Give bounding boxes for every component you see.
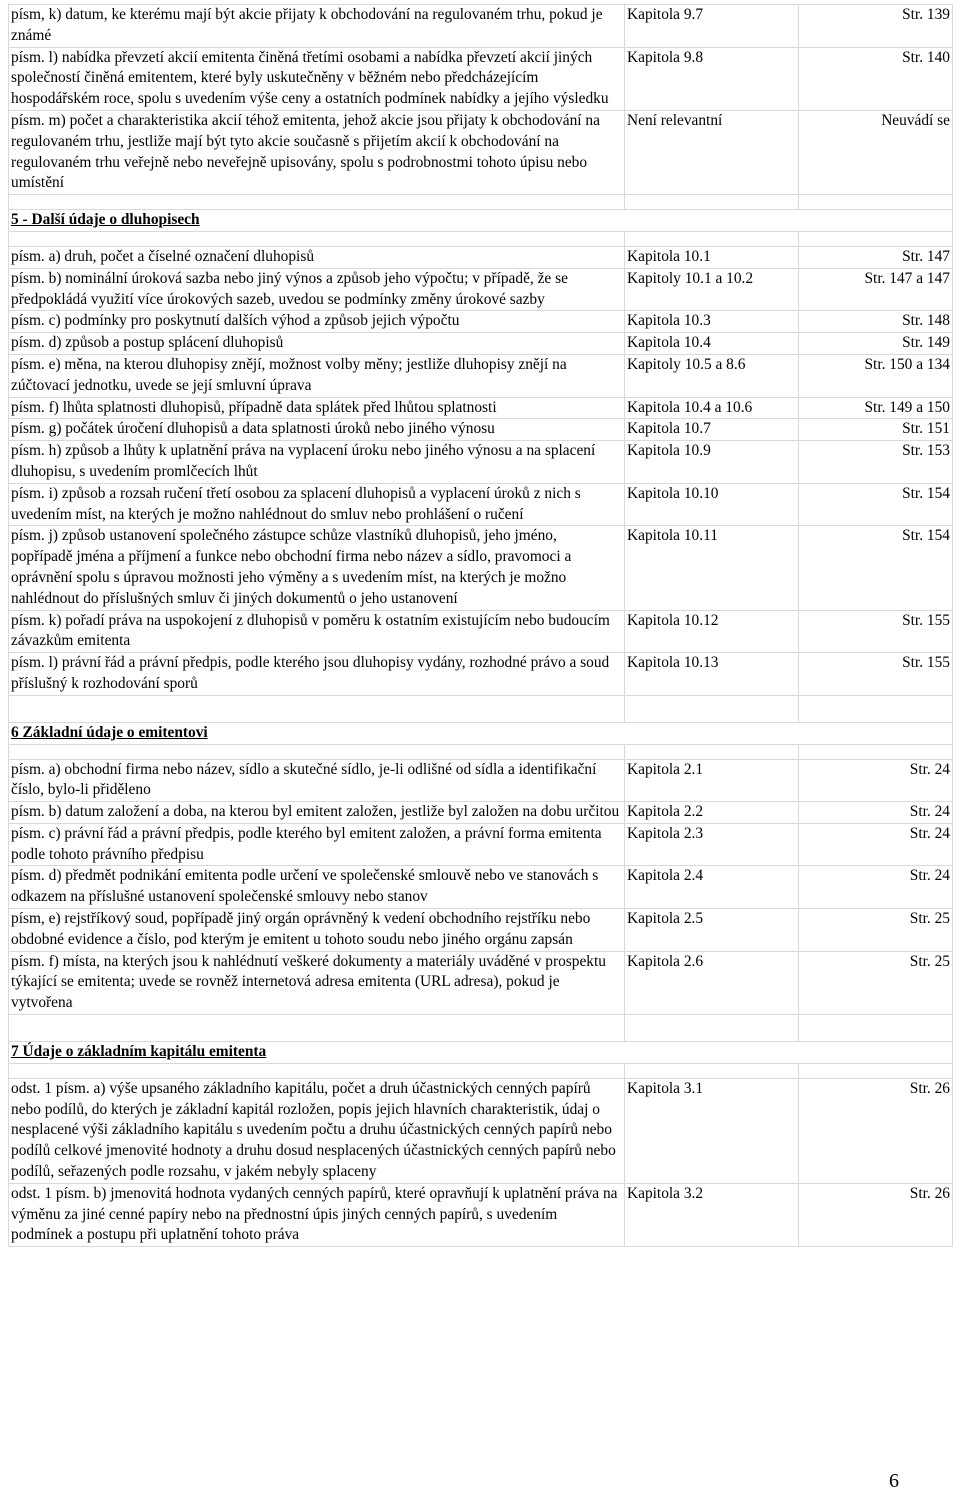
- page-reference: Neuvádí se: [799, 110, 953, 194]
- spacer-cell: [799, 1015, 953, 1042]
- section-heading: [9, 210, 953, 232]
- requirement-text: písm. c) podmínky pro poskytnutí dalších výhod a způsob jejich výpočtu: [9, 311, 625, 333]
- requirement-text: písm. l) nabídka převzetí akcií emitenta činěná třetími osobami a nabídka převzetí akcií jiných společností činěná emitentem, které byly uskutečněny v běžném nebo předcházejícím hospodářském roce, spolu s uvedením výše ceny a ostatních podmínek nabídky a jejího výsledku: [9, 47, 625, 110]
- requirement-text: písm. c) právní řád a právní předpis, podle kterého byl emitent založen, a právní forma emitenta podle tohoto právního předpisu: [9, 823, 625, 866]
- table-row: [9, 268, 953, 311]
- chapter-reference: Kapitola 10.12: [625, 610, 799, 653]
- chapter-reference: Kapitola 10.9: [625, 441, 799, 484]
- table-row: [9, 354, 953, 397]
- chapter-reference: Kapitola 2.4: [625, 866, 799, 909]
- requirement-text: písm. h) způsob a lhůty k uplatnění práva na vyplacení úroku nebo jiného výnosu a na splacení dluhopisu, s uvedením promlčecích lhůt: [9, 441, 625, 484]
- table-row: [9, 483, 953, 526]
- chapter-reference: Kapitola 2.5: [625, 909, 799, 952]
- spacer-cell: [799, 231, 953, 246]
- table-row: [9, 1078, 953, 1183]
- spacer-row: [9, 695, 953, 722]
- page-reference: Str. 149: [799, 333, 953, 355]
- requirement-text: písm. l) právní řád a právní předpis, podle kterého jsou dluhopisy vydány, rozhodné právo a soud příslušný k rozhodování sporů: [9, 653, 625, 696]
- table-row: [9, 333, 953, 355]
- page-reference: Str. 26: [799, 1183, 953, 1246]
- section-heading-row: [9, 1042, 953, 1064]
- table-row: [9, 419, 953, 441]
- spacer-cell: [9, 231, 625, 246]
- chapter-reference: Kapitola 10.3: [625, 311, 799, 333]
- table-row: [9, 759, 953, 802]
- page-reference: Str. 154: [799, 483, 953, 526]
- table-row: [9, 311, 953, 333]
- section-title: 5 - Další údaje o dluhopisech: [11, 211, 200, 229]
- requirement-text: písm. e) měna, na kterou dluhopisy znějí, možnost volby měny; jestliže dluhopisy znějí na zúčtovací jednotku, uvede se její smluvní úprava: [9, 354, 625, 397]
- section-heading-row: [9, 722, 953, 744]
- chapter-reference: Kapitola 10.4: [625, 333, 799, 355]
- spacer-cell: [799, 744, 953, 759]
- section-title: 6 Základní údaje o emitentovi: [11, 723, 208, 741]
- spacer-row: [9, 231, 953, 246]
- chapter-reference: Kapitola 10.4 a 10.6: [625, 397, 799, 419]
- spacer-cell: [9, 695, 625, 722]
- table-row: [9, 5, 953, 48]
- chapter-reference: Kapitola 10.13: [625, 653, 799, 696]
- page-number: 6: [889, 1470, 899, 1492]
- spacer-cell: [625, 231, 799, 246]
- requirement-text: písm. m) počet a charakteristika akcií téhož emitenta, jehož akcie jsou přijaty k obchodování na regulovaném trhu, jestliže mají být tyto akcie současně s přijetím akcií k obchodování na regulovaném trhu veřejně nebo neveřejně upisovány, spolu s podrobnostmi tohoto úpisu nebo umístění: [9, 110, 625, 194]
- page-reference: Str. 139: [799, 5, 953, 48]
- chapter-reference: Kapitola 2.2: [625, 802, 799, 824]
- page-reference: Str. 24: [799, 759, 953, 802]
- page-reference: Str. 155: [799, 610, 953, 653]
- page-reference: Str. 151: [799, 419, 953, 441]
- page-reference: Str. 149 a 150: [799, 397, 953, 419]
- table-row: [9, 909, 953, 952]
- spacer-cell: [625, 1015, 799, 1042]
- chapter-reference: Kapitola 10.7: [625, 419, 799, 441]
- table-row: [9, 47, 953, 110]
- cross-reference-table: [8, 4, 953, 1247]
- chapter-reference: Kapitola 2.6: [625, 951, 799, 1014]
- section-title: 7 Údaje o základním kapitálu emitenta: [11, 1043, 267, 1061]
- section-heading: [9, 722, 953, 744]
- spacer-cell: [625, 695, 799, 722]
- spacer-cell: [9, 744, 625, 759]
- chapter-reference: Kapitola 3.2: [625, 1183, 799, 1246]
- spacer-cell: [9, 1015, 625, 1042]
- requirement-text: písm. j) způsob ustanovení společného zástupce schůze vlastníků dluhopisů, jeho jméno, popřípadě jména a příjmení a funkce nebo obchodní firma nebo název a sídlo, pravomoci a oprávnění spolu s úpravou možnosti jeho výměny a s uvedením míst, na kterých je možno nahlédnout do příslušných smluv či jiných dokumentů o jeho ustanovení: [9, 526, 625, 610]
- requirement-text: písm. a) druh, počet a číselné označení dluhopisů: [9, 246, 625, 268]
- page-reference: Str. 148: [799, 311, 953, 333]
- spacer-cell: [799, 195, 953, 210]
- spacer-row: [9, 1063, 953, 1078]
- table-row: [9, 610, 953, 653]
- chapter-reference: Kapitola 9.8: [625, 47, 799, 110]
- page-reference: Str. 153: [799, 441, 953, 484]
- table-row: [9, 802, 953, 824]
- requirement-text: odst. 1 písm. b) jmenovitá hodnota vydaných cenných papírů, které opravňují k uplatnění práva na výměnu za jiné cenné papíry nebo na přednostní úpis jiných cenných papírů, s uvedením podmínek a postupu při uplatnění tohoto práva: [9, 1183, 625, 1246]
- page-reference: Str. 150 a 134: [799, 354, 953, 397]
- chapter-reference: Není relevantní: [625, 110, 799, 194]
- spacer-cell: [9, 195, 625, 210]
- requirement-text: písm. d) způsob a postup splácení dluhopisů: [9, 333, 625, 355]
- chapter-reference: Kapitola 2.1: [625, 759, 799, 802]
- section-heading-row: [9, 210, 953, 232]
- spacer-cell: [799, 1063, 953, 1078]
- page-reference: Str. 155: [799, 653, 953, 696]
- requirement-text: písm. k) pořadí práva na uspokojení z dluhopisů v poměru k ostatním existujícím nebo budoucím závazkům emitenta: [9, 610, 625, 653]
- table-row: [9, 441, 953, 484]
- requirement-text: písm. g) počátek úročení dluhopisů a data splatnosti úroků nebo jiného výnosu: [9, 419, 625, 441]
- chapter-reference: Kapitola 10.11: [625, 526, 799, 610]
- page-reference: Str. 154: [799, 526, 953, 610]
- requirement-text: písm. f) místa, na kterých jsou k nahlédnutí veškeré dokumenty a materiály uváděné v prospektu týkající se emitenta; uvede se rovněž internetová adresa emitenta (URL adresa), pokud je vytvořena: [9, 951, 625, 1014]
- page-reference: Str. 25: [799, 951, 953, 1014]
- table-row: [9, 823, 953, 866]
- spacer-cell: [9, 1063, 625, 1078]
- page-reference: Str. 24: [799, 823, 953, 866]
- table-row: [9, 397, 953, 419]
- requirement-text: písm, e) rejstříkový soud, popřípadě jiný orgán oprávněný k vedení obchodního rejstříku nebo obdobné evidence a číslo, pod kterým je emitent u tohoto soudu nebo jiného orgánu zapsán: [9, 909, 625, 952]
- chapter-reference: Kapitola 9.7: [625, 5, 799, 48]
- page-reference: Str. 26: [799, 1078, 953, 1183]
- requirement-text: písm. b) nominální úroková sazba nebo jiný výnos a způsob jeho výpočtu; v případě, že se předpokládá využití více úrokových sazeb, uvedou se podmínky změny úrokové sazby: [9, 268, 625, 311]
- chapter-reference: Kapitola 10.10: [625, 483, 799, 526]
- chapter-reference: Kapitola 3.1: [625, 1078, 799, 1183]
- table-row: [9, 246, 953, 268]
- table-row: [9, 526, 953, 610]
- requirement-text: písm. i) způsob a rozsah ručení třetí osobou za splacení dluhopisů a vyplacení úroků z nich s uvedením míst, na kterých je možno nahlédnout do smluv nebo prohlášení o ručení: [9, 483, 625, 526]
- requirement-text: písm. f) lhůta splatnosti dluhopisů, případně data splátek před lhůtou splatnosti: [9, 397, 625, 419]
- spacer-cell: [625, 195, 799, 210]
- table-row: [9, 110, 953, 194]
- page-reference: Str. 25: [799, 909, 953, 952]
- page-reference: Str. 140: [799, 47, 953, 110]
- table-row: [9, 653, 953, 696]
- document-page: [8, 4, 952, 1247]
- spacer-cell: [625, 744, 799, 759]
- page-reference: Str. 24: [799, 866, 953, 909]
- table-row: [9, 866, 953, 909]
- chapter-reference: Kapitola 2.3: [625, 823, 799, 866]
- table-row: [9, 951, 953, 1014]
- page-reference: Str. 147 a 147: [799, 268, 953, 311]
- table-row: [9, 1183, 953, 1246]
- chapter-reference: Kapitola 10.1: [625, 246, 799, 268]
- section-heading: [9, 1042, 953, 1064]
- page-reference: Str. 147: [799, 246, 953, 268]
- page-reference: Str. 24: [799, 802, 953, 824]
- requirement-text: písm. b) datum založení a doba, na kterou byl emitent založen, jestliže byl založen na dobu určitou: [9, 802, 625, 824]
- spacer-row: [9, 1015, 953, 1042]
- spacer-row: [9, 195, 953, 210]
- requirement-text: písm, k) datum, ke kterému mají být akcie přijaty k obchodování na regulovaném trhu, pokud je známé: [9, 5, 625, 48]
- chapter-reference: Kapitoly 10.5 a 8.6: [625, 354, 799, 397]
- spacer-cell: [625, 1063, 799, 1078]
- spacer-row: [9, 744, 953, 759]
- requirement-text: písm. d) předmět podnikání emitenta podle určení ve společenské smlouvě nebo ve stanovách s odkazem na příslušné ustanovení společenské smlouvy nebo stanov: [9, 866, 625, 909]
- chapter-reference: Kapitoly 10.1 a 10.2: [625, 268, 799, 311]
- requirement-text: písm. a) obchodní firma nebo název, sídlo a skutečné sídlo, je-li odlišné od sídla a identifikační číslo, bylo-li přiděleno: [9, 759, 625, 802]
- spacer-cell: [799, 695, 953, 722]
- requirement-text: odst. 1 písm. a) výše upsaného základního kapitálu, počet a druh účastnických cenných papírů nebo podílů, do kterých je základní kapitál rozložen, popis jejich hlavních charakteristik, údaj o nesplacené výši základního kapitálu s uvedením počtu a druhu účastnických cenných papírů nebo podílů celkové jmenovité hodnoty a druhu dosud nesplacených účastnických cenných papírů nebo podílů, seřazených podle rozsahu, v jakém nebyly splaceny: [9, 1078, 625, 1183]
